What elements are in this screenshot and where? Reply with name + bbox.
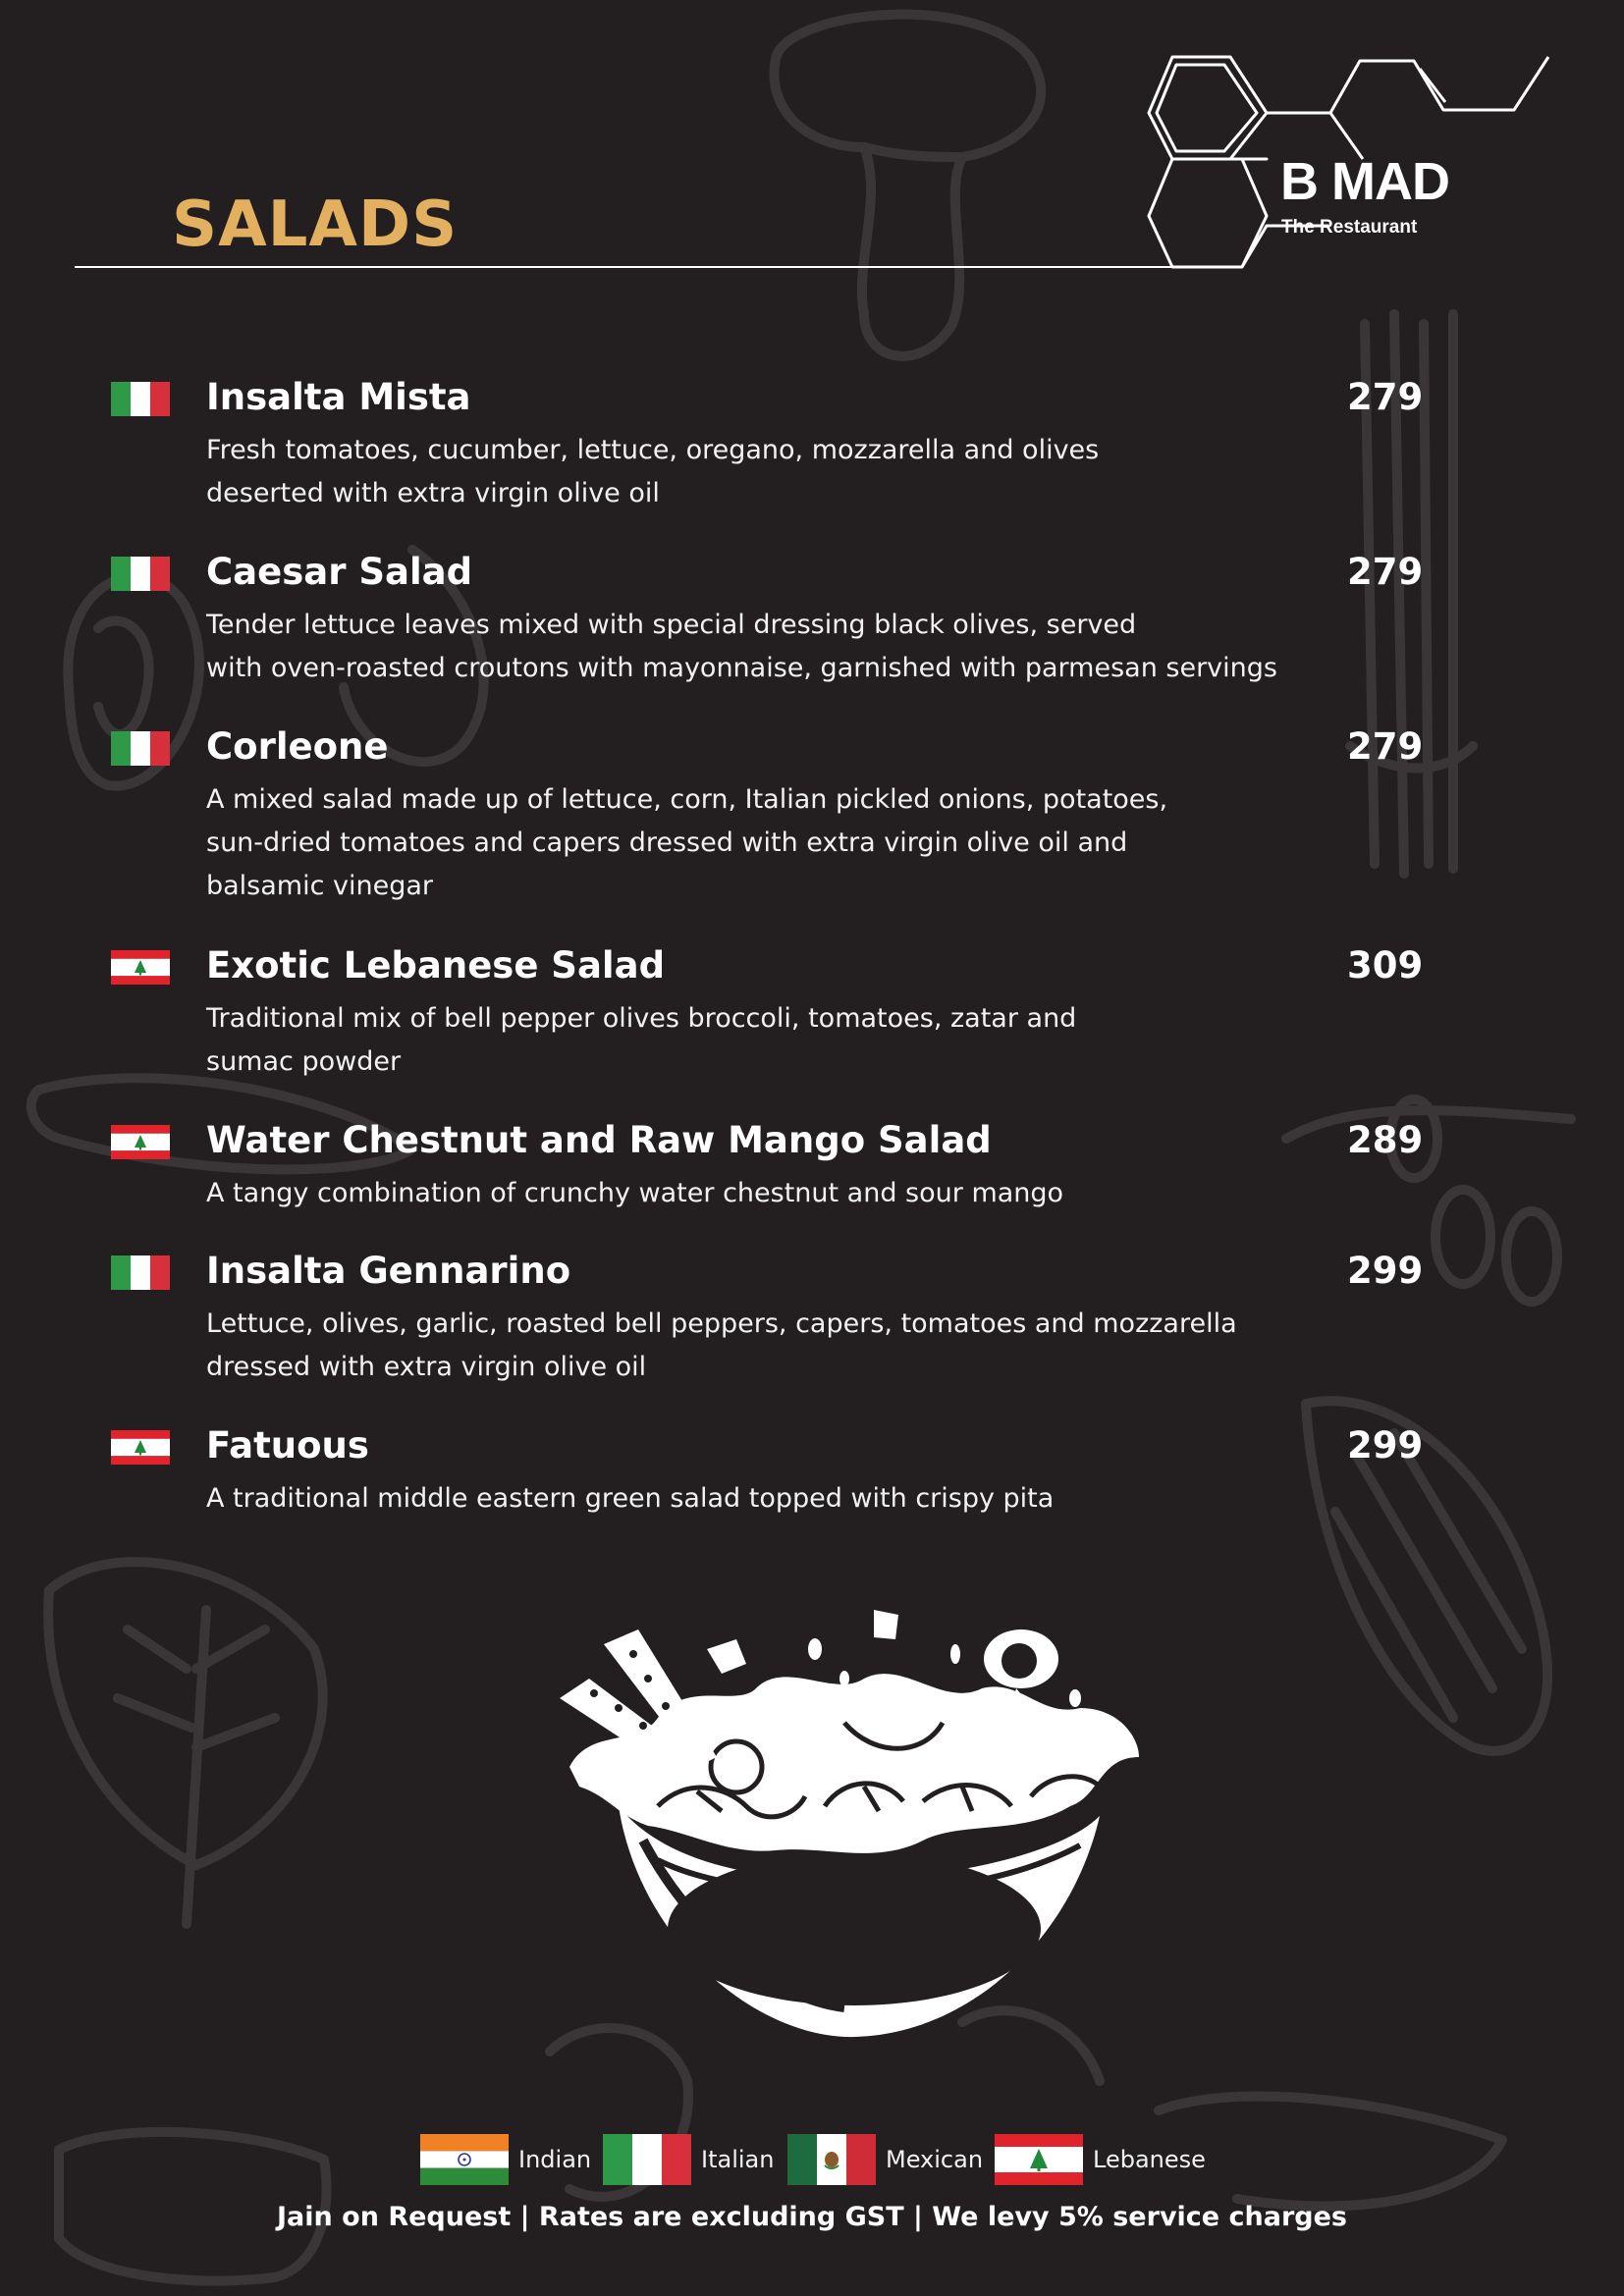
item-description	[206, 604, 1316, 690]
item-description	[206, 429, 1316, 515]
item-name: Water Chestnut and Raw Mango Salad	[206, 1119, 992, 1161]
item-description	[206, 1477, 1316, 1521]
cuisine-legend	[0, 2132, 1624, 2187]
lebanese-flag-icon	[995, 2134, 1083, 2185]
description-line: A tangy combination of crunchy water chestnut and sour mango	[206, 1178, 1064, 1208]
item-price: 299	[1347, 1424, 1424, 1467]
lebanese-flag-icon	[111, 1430, 170, 1465]
italian-flag-icon	[111, 731, 170, 766]
item-price: 309	[1347, 944, 1424, 987]
item-name: Insalta Mista	[206, 376, 471, 418]
italian-flag-icon	[111, 1255, 170, 1290]
description-line: Tender lettuce leaves mixed with special dressing black olives, served	[206, 610, 1137, 640]
legend-label: Lebanese	[1093, 2146, 1206, 2173]
description-line: Lettuce, olives, garlic, roasted bell peppers, capers, tomatoes and mozzarella	[206, 1308, 1237, 1339]
legend-label: Indian	[518, 2146, 592, 2173]
item-name: Corleone	[206, 725, 389, 768]
description-line: with oven-roasted croutons with mayonnaise, garnished with parmesan servings	[206, 653, 1277, 683]
description-line: deserted with extra virgin olive oil	[206, 478, 660, 508]
section-title: SALADS	[172, 188, 459, 261]
lebanese-flag-icon	[111, 1125, 170, 1159]
legend-label: Mexican	[886, 2146, 984, 2173]
brand-name: B MAD	[1280, 152, 1449, 211]
legend-label: Italian	[701, 2146, 775, 2173]
description-line: Fresh tomatoes, cucumber, lettuce, oregano, mozzarella and olives	[206, 435, 1100, 465]
item-price: 299	[1347, 1250, 1424, 1292]
title-divider	[75, 266, 1243, 268]
lebanese-flag-icon	[111, 950, 170, 985]
item-name: Insalta Gennarino	[206, 1250, 571, 1292]
item-description	[206, 778, 1316, 908]
italian-flag-icon	[111, 382, 170, 416]
description-line: A mixed salad made up of lettuce, corn, Italian pickled onions, potatoes,	[206, 784, 1168, 815]
item-name: Caesar Salad	[206, 551, 473, 593]
description-line: balsamic vinegar	[206, 871, 434, 901]
italian-flag-icon	[111, 557, 170, 591]
item-name: Exotic Lebanese Salad	[206, 944, 666, 987]
salad-bowl-illustration	[550, 1610, 1159, 2052]
description-line: sumac powder	[206, 1046, 402, 1077]
item-price: 289	[1347, 1119, 1424, 1161]
item-price: 279	[1347, 376, 1424, 418]
description-line: sun-dried tomatoes and capers dressed with extra virgin olive oil and	[206, 828, 1128, 858]
brand-tagline: The Restaurant	[1281, 217, 1418, 238]
mexican-flag-icon	[787, 2134, 876, 2185]
item-price: 279	[1347, 725, 1424, 768]
item-description	[206, 1303, 1316, 1389]
item-name: Fatuous	[206, 1424, 369, 1467]
italian-flag-icon	[603, 2134, 691, 2185]
item-description	[206, 997, 1316, 1084]
indian-flag-icon	[420, 2134, 509, 2185]
item-price: 279	[1347, 551, 1424, 593]
description-line: Traditional mix of bell pepper olives broccoli, tomatoes, zatar and	[206, 1003, 1077, 1034]
description-line: dressed with extra virgin olive oil	[206, 1352, 647, 1382]
item-description	[206, 1172, 1316, 1215]
description-line: A traditional middle eastern green salad topped with crispy pita	[206, 1483, 1055, 1514]
footer-note: Jain on Request | Rates are excluding GST | We levy 5% service charges	[277, 2202, 1347, 2232]
